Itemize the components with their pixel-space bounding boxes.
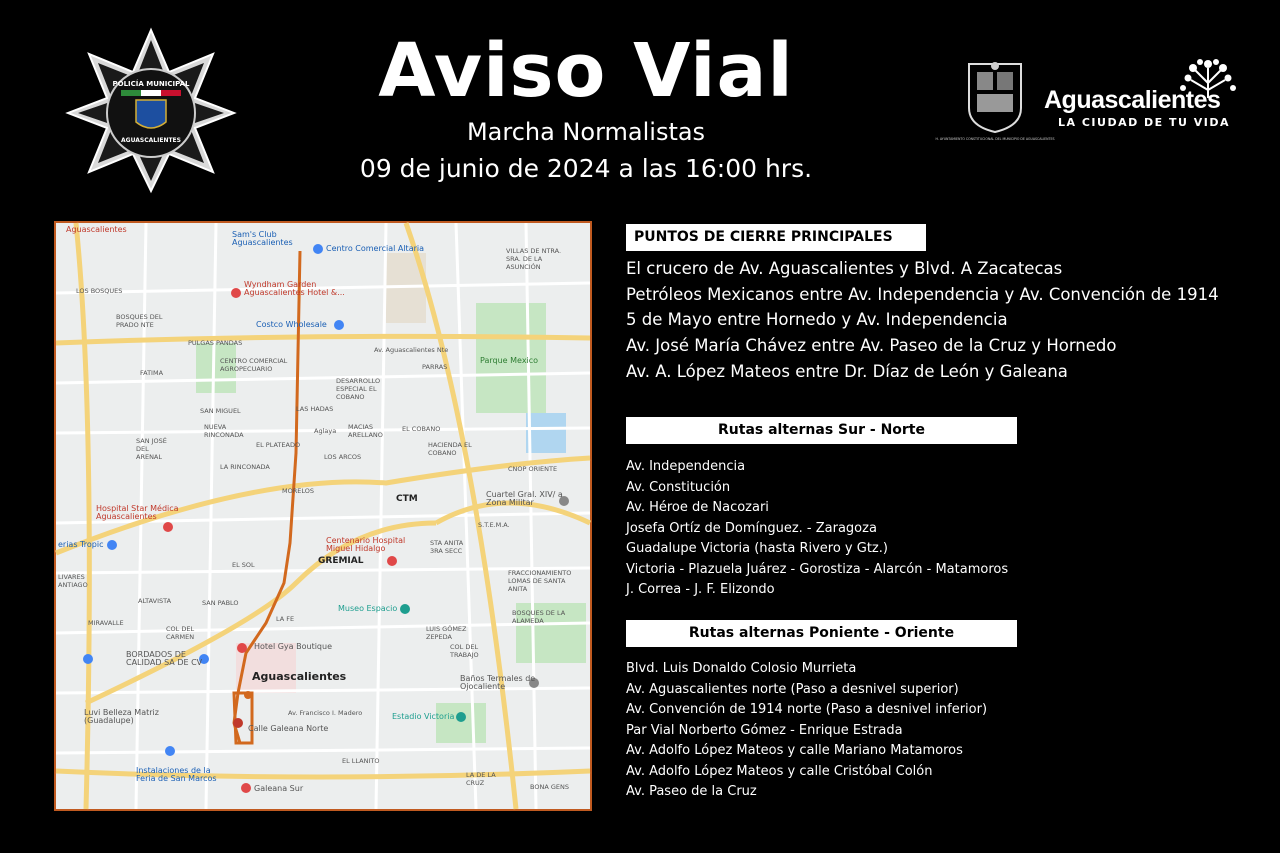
- map-label: Av. Aguascalientes Nte: [374, 346, 449, 354]
- list-item: Blvd. Luis Donaldo Colosio Murrieta: [626, 661, 857, 676]
- map-label: LA RINCONADA: [220, 463, 270, 471]
- page-subtitle: Marcha Normalistas: [466, 118, 706, 146]
- map-label: BONA GENS: [530, 783, 569, 791]
- map-label: LA FE: [276, 615, 295, 623]
- routes-west-east-list: [626, 659, 987, 803]
- map-label: LOS BOSQUES: [76, 287, 123, 295]
- map-label: Estadio Victoria: [392, 712, 455, 721]
- map-label: EL PLATEADO: [256, 441, 301, 449]
- map-label: Luvi Belleza Matriz (Guadalupe): [84, 708, 159, 725]
- map-label: CNOP ORIENTE: [508, 465, 558, 473]
- list-item: Av. Héroe de Nacozari: [626, 500, 769, 515]
- list-item: El crucero de Av. Aguascalientes y Blvd. A Zacatecas: [626, 259, 1063, 278]
- map-label: CTM: [396, 494, 418, 504]
- routes-west-east-title: Rutas alternas Poniente - Oriente: [626, 620, 1017, 647]
- map-label: Baños Termales de Ojocaliente: [460, 674, 536, 691]
- list-item: Av. Paseo de la Cruz: [626, 784, 757, 799]
- map-label: Aguascalientes: [66, 225, 127, 234]
- map-label: BORDADOS DE CALIDAD SA DE CV: [126, 650, 203, 667]
- map-label: Av. Francisco I. Madero: [288, 709, 363, 717]
- list-item: Av. Independencia: [626, 459, 746, 474]
- map-label: HACIENDA EL COBANO: [428, 441, 472, 457]
- list-item: J. Correa - J. F. Elizondo: [626, 582, 775, 597]
- list-item: Par Vial Norberto Gómez - Enrique Estrada: [626, 722, 903, 738]
- closure-point-marker: [233, 718, 243, 728]
- routes-south-north-list: [626, 457, 1008, 601]
- list-item: Av. Adolfo López Mateos y calle Cristóbal Colón: [626, 763, 933, 779]
- list-item: Guadalupe Victoria (hasta Rivero y Gtz.): [626, 541, 888, 556]
- map-label: Museo Espacio: [338, 604, 398, 613]
- list-item: Av. José María Chávez entre Av. Paseo de la Cruz y Hornedo: [626, 336, 1117, 356]
- closures-section-title: PUNTOS DE CIERRE PRINCIPALES: [626, 224, 926, 251]
- badge-top-text: POLICÍA MUNICIPAL: [112, 80, 190, 88]
- map-label: VILLAS DE NTRA. SRA. DE LA ASUNCIÓN: [506, 247, 562, 271]
- map-label: EL COBANO: [402, 425, 441, 433]
- map-label: ALTAVISTA: [138, 597, 172, 605]
- map-label: STA ANITA 3RA SECC: [430, 539, 464, 555]
- map-label: CENTRO COMERCIAL AGROPECUARIO: [220, 357, 288, 373]
- map-label: LAS HADAS: [296, 405, 334, 413]
- crest-caption: H. AYUNTAMIENTO CONSTITUCIONAL DEL MUNICIPIO DE AGUASCALIENTES: [935, 137, 1055, 141]
- closures-list: [626, 256, 1219, 384]
- map-label: EL LLANITO: [342, 757, 380, 765]
- map-label: COL DEL CARMEN: [166, 625, 195, 641]
- routes-south-north-title: Rutas alternas Sur - Norte: [626, 417, 1017, 444]
- list-item: Av. A. López Mateos entre Dr. Díaz de León y Galeana: [626, 361, 1068, 381]
- map-label: PULGAS PANDAS: [188, 339, 243, 347]
- map-label: Instalaciones de la Feria de San Marcos: [136, 766, 217, 783]
- badge-bottom-text: AGUASCALIENTES: [121, 137, 181, 144]
- map-label: DESARROLLO ESPECIAL EL COBANO: [336, 377, 381, 401]
- list-item: Av. Constitución: [626, 479, 731, 495]
- map-label: LA DE LA CRUZ: [466, 771, 496, 787]
- map-label: FATIMA: [140, 369, 164, 377]
- map-label: Hospital Star Médica Aguascalientes: [96, 504, 179, 521]
- map-label: LUIS GÓMEZ ZEPEDA: [426, 625, 467, 641]
- map-label: S.T.E.M.A.: [478, 521, 510, 529]
- city-name-logo-text: Aguascalientes: [1044, 86, 1221, 114]
- map-label: Parque Mexico: [480, 356, 539, 365]
- map-label: Hotel Gya Boutique: [254, 642, 332, 651]
- map-label: Centro Comercial Altaria: [326, 244, 425, 253]
- map-label: MORELOS: [282, 487, 314, 495]
- map-label: SAN MIGUEL: [200, 407, 241, 415]
- map-label: erias Tropic: [58, 540, 104, 549]
- map-label: Aguascalientes: [252, 670, 347, 683]
- map-label: MACIAS ARELLANO: [348, 423, 383, 439]
- map-label: Aglaya: [314, 427, 337, 435]
- list-item: Av. Convención de 1914 norte (Paso a desnivel inferior): [626, 702, 988, 717]
- map-label: MIRAVALLE: [88, 619, 124, 627]
- list-item: Victoria - Plazuela Juárez - Gorostiza - Alarcón - Matamoros: [626, 561, 1009, 577]
- map-label: GREMIAL: [318, 556, 364, 566]
- map-label: Costco Wholesale: [256, 320, 327, 329]
- map-label: LOS ARCOS: [324, 453, 362, 461]
- map-label: BOSQUES DEL PRADO NTE: [116, 313, 163, 329]
- map-label: SAN PABLO: [202, 599, 239, 607]
- event-datetime: 09 de junio de 2024 a las 16:00 hrs.: [359, 154, 813, 183]
- map-label: EL SOL: [232, 561, 255, 569]
- map-label: Wyndham Garden Aguascalientes Hotel &...: [244, 280, 345, 297]
- map-label: LIVARES ANTIAGO: [58, 573, 88, 589]
- city-tagline: LA CIUDAD DE TU VIDA: [1058, 116, 1231, 129]
- map-label: Galeana Sur: [254, 784, 304, 793]
- list-item: Josefa Ortíz de Domínguez. - Zaragoza: [626, 520, 877, 536]
- map-label: Centenario Hospital Miguel Hidalgo: [326, 536, 406, 553]
- map-label: BOSQUES DE LA ALAMEDA: [512, 609, 566, 625]
- page-title: Aviso Vial: [378, 28, 794, 114]
- route-map[interactable]: [54, 221, 592, 811]
- list-item: Petróleos Mexicanos entre Av. Independencia y Av. Convención de 1914: [626, 284, 1219, 304]
- map-label: NUEVA RINCONADA: [204, 423, 244, 439]
- map-label: FRACCIONAMIENTO LOMAS DE SANTA ANITA: [508, 569, 572, 593]
- map-label: Calle Galeana Norte: [248, 724, 329, 733]
- list-item: Av. Adolfo López Mateos y calle Mariano Matamoros: [626, 743, 963, 758]
- map-label: COL DEL TRABAJO: [450, 643, 479, 659]
- map-label: SAN JOSÉ DEL ARENAL: [136, 437, 167, 461]
- map-label: Cuartel Gral. XIV/ a Zona Militar: [486, 490, 563, 507]
- list-item: 5 de Mayo entre Hornedo y Av. Independencia: [626, 310, 1008, 330]
- map-label: Sam's Club Aguascalientes: [232, 230, 293, 247]
- list-item: Av. Aguascalientes norte (Paso a desnivel superior): [626, 681, 959, 697]
- map-label: PARRAS: [422, 363, 448, 371]
- municipal-crest-logo: [935, 58, 1055, 148]
